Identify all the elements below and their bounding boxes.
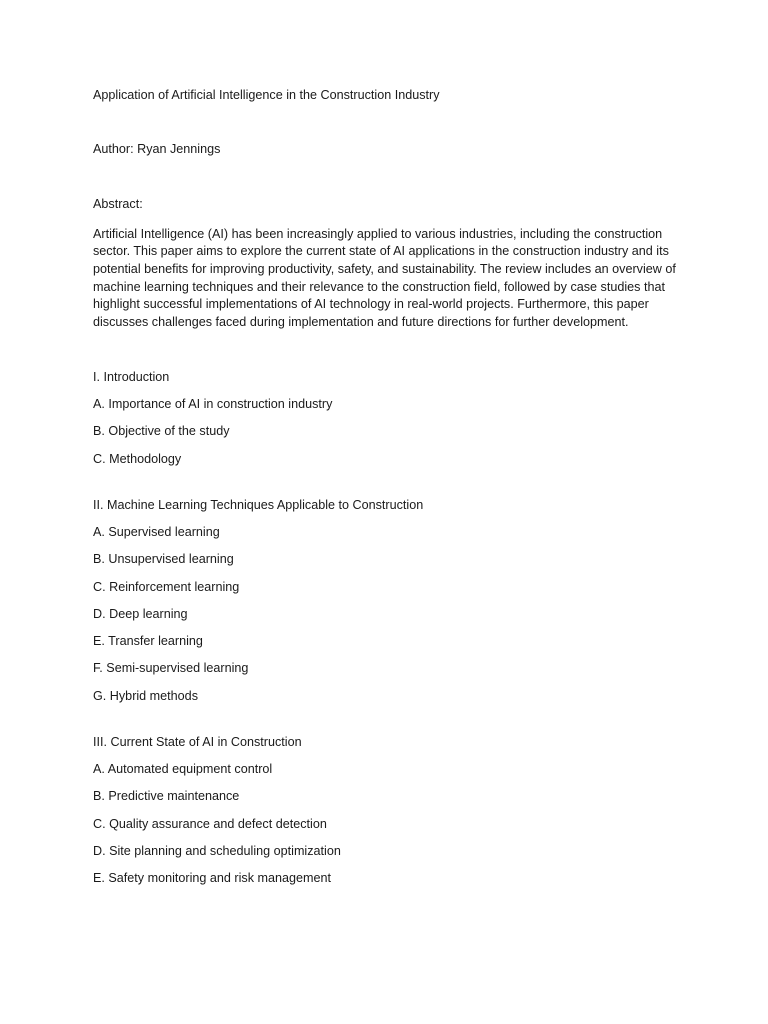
- outline-item: B. Objective of the study: [93, 424, 230, 439]
- document-author: Author: Ryan Jennings: [93, 142, 221, 156]
- outline-item: C. Methodology: [93, 451, 182, 466]
- outline-item: D. Deep learning: [93, 606, 188, 621]
- outline-item: B. Unsupervised learning: [93, 552, 234, 567]
- outline-item: D. Site planning and scheduling optimization: [93, 843, 341, 858]
- document-page: [93, 86, 683, 915]
- outline-item: F. Semi-supervised learning: [93, 661, 249, 676]
- abstract-label: Abstract:: [93, 197, 143, 211]
- section-heading: II. Machine Learning Techniques Applicable to Construction: [93, 497, 424, 512]
- outline-item: A. Importance of AI in construction industry: [93, 397, 333, 412]
- outline-item: C. Reinforcement learning: [93, 579, 240, 594]
- section-heading: I. Introduction: [93, 369, 170, 384]
- abstract-body: Artificial Intelligence (AI) has been increasingly applied to various industries, including the construction sector. This paper aims to explore the current state of AI applications in the construction industry and its potential benefits for improving productivity, safety, and sustainability. The review includes an overview of machine learning techniques and their relevance to the construction field, followed by case studies that highlight successful implementations of AI technology in real-world projects. Furthermore, this paper discusses challenges faced during implementation and future directions for further development.: [93, 226, 676, 330]
- outline-item: G. Hybrid methods: [93, 688, 198, 703]
- document-title: Application of Artificial Intelligence in the Construction Industry: [93, 88, 440, 102]
- outline-item: A. Supervised learning: [93, 525, 220, 539]
- section-ml-techniques: [93, 496, 683, 705]
- outline-item: C. Quality assurance and defect detection: [93, 816, 327, 831]
- outline-item: A. Automated equipment control: [93, 762, 273, 777]
- outline-item: E. Safety monitoring and risk management: [93, 871, 332, 886]
- outline-item: B. Predictive maintenance: [93, 789, 240, 804]
- section-current-state: [93, 733, 683, 887]
- outline-item: E. Transfer learning: [93, 634, 203, 649]
- section-heading: III. Current State of AI in Construction: [93, 734, 302, 749]
- section-introduction: [93, 368, 683, 468]
